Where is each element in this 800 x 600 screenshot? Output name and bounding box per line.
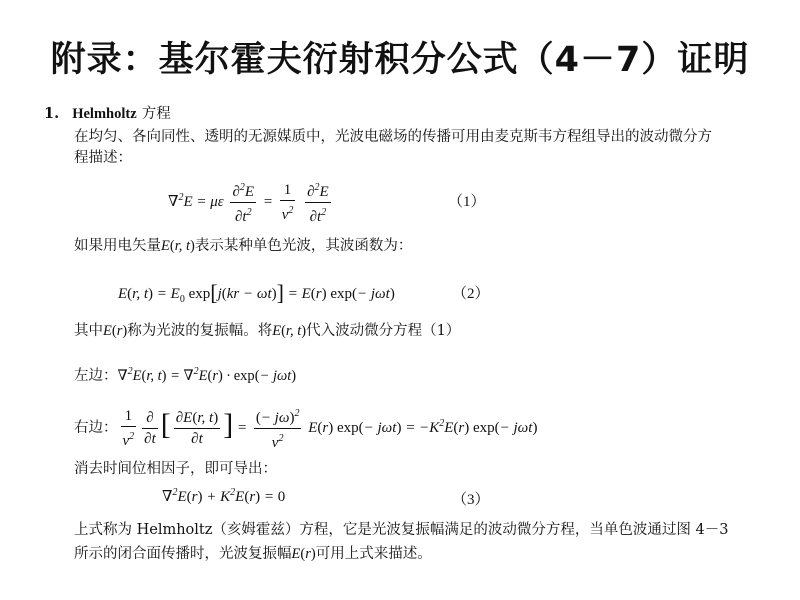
efield-suffix: 表示某种单色光波，其波函数为：	[194, 238, 413, 254]
final-line-2-suffix: 可用上式来描述。	[315, 546, 432, 562]
left-equation: ∇$^2$E(r, t) = ∇$^2$E(r) · exp(− jωt)	[117, 366, 297, 384]
right-side-line	[74, 404, 537, 453]
amplitude-suffix: 代入波动微分方程（1）	[306, 323, 461, 339]
final-line-1: 上式称为 Helmholtz（亥姆霍兹）方程，它是光波复振幅满足的波动微分方程，当单色波通过图 4－3	[74, 522, 729, 538]
amplitude-line	[74, 321, 460, 341]
paragraph-intro-line1: 在均匀、各向同性、透明的无源媒质中，光波电磁场的传播可用由麦克斯韦方程组导出的波动微分方	[74, 129, 712, 145]
efield-line	[74, 236, 412, 256]
section-name: Helmholtz	[72, 106, 137, 122]
equation-3-number: （3）	[452, 492, 490, 508]
eliminate-line: 消去时间位相因子，即可导出：	[74, 461, 277, 477]
left-label: 左边：	[74, 367, 118, 384]
right-equation: $\frac{1}{v^2}$ $\frac{\partial}{\partial t}$ [ $\frac{\partial E(r, t)}{\partial t}$ ] = $\frac{(- j\omega)^2}{v^2}$ E(r) $\exp(- j\omega t) = -K^2E(r)$ exp(− jωt)	[118, 420, 538, 436]
efield-prefix: 如果用电矢量	[74, 238, 161, 254]
equation-1: ∇$^2$E = με $\frac{\partial^2E}{\partial t^2}$ = $\frac{1}{v^2}$ $\frac{\partial^2E}{\partial t^2}$	[168, 178, 334, 227]
page-title: 附录：基尔霍夫衍射积分公式（4－7）证明	[50, 40, 750, 80]
section-heading	[44, 104, 171, 124]
amplitude-symbol-2: E(r)	[291, 546, 316, 562]
section-number: 1.	[44, 105, 60, 122]
amplitude-symbol: E(r)	[103, 323, 128, 339]
equation-3: $\nabla^2E(r) + K^2E(r) = 0$	[162, 487, 286, 505]
section-suffix: 方程	[141, 106, 171, 122]
amplitude-prefix: 其中	[74, 323, 103, 339]
amplitude-mid: 称为光波的复振幅。将	[127, 323, 273, 339]
final-line-2-prefix: 所示的闭合面传播时，光波复振幅	[74, 546, 292, 562]
left-side-line	[74, 362, 296, 386]
equation-2-number: （2）	[452, 286, 490, 302]
final-line-2	[74, 544, 432, 564]
efield-symbol: E(r, t)	[161, 238, 195, 254]
efield-symbol-2: E(r, t)	[272, 323, 307, 339]
paragraph-intro-line2: 程描述：	[74, 150, 132, 166]
right-label: 右边：	[74, 419, 118, 436]
equation-2: E(r, $t) = E_0$ exp[j(kr − ωt)] = E(r) exp(− jωt)	[118, 280, 395, 305]
equation-1-number: （1）	[448, 194, 486, 210]
